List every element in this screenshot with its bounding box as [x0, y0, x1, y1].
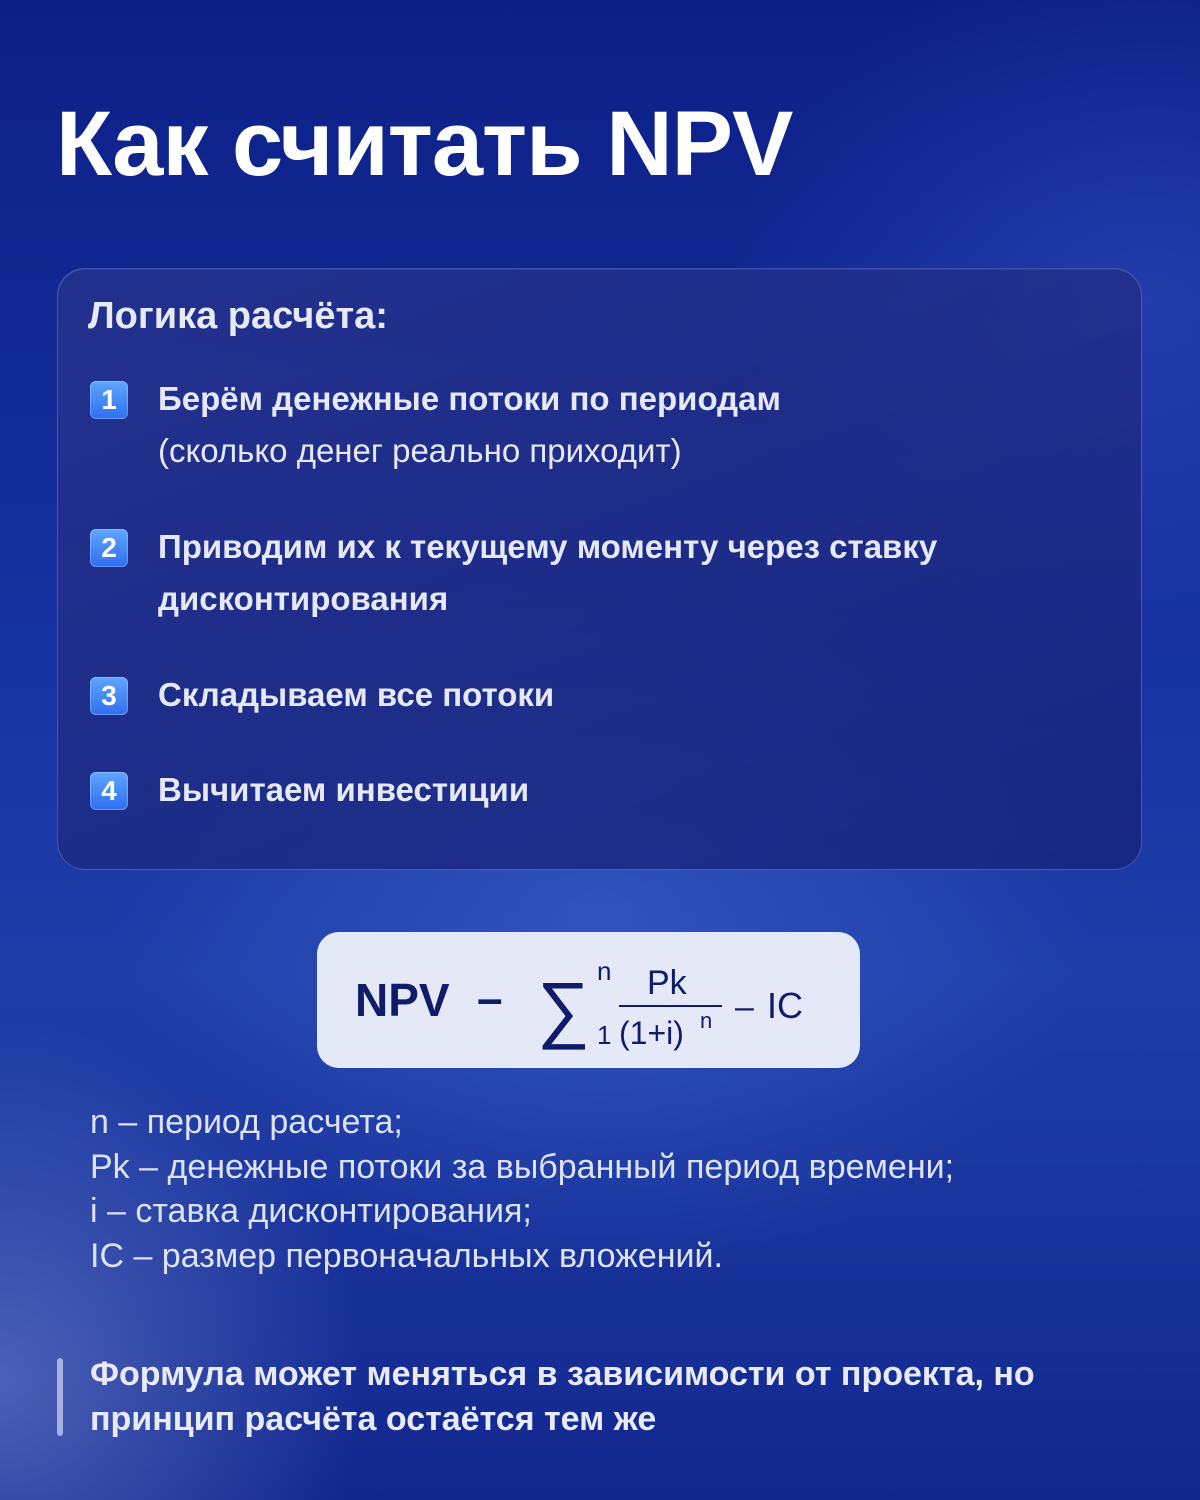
page-title: Как считать NPV: [56, 93, 793, 195]
legend-item-ic: IC – размер первоначальных вложений.: [90, 1236, 723, 1275]
legend-item-n: n – период расчета;: [90, 1103, 403, 1141]
card-heading: Логика расчёта:: [88, 295, 388, 337]
note-text: [90, 1352, 1180, 1442]
formula-upper-limit: n: [597, 956, 612, 986]
step-main-text: Берём денежные потоки по периодам: [158, 380, 781, 417]
legend-item-i: i – ставка дисконтирования;: [90, 1192, 532, 1230]
formula-denominator-exponent: n: [700, 1008, 713, 1033]
legend-item-pk: Pk – денежные потоки за выбранный период времени;: [90, 1147, 955, 1186]
npv-formula: [317, 932, 860, 1068]
calculation-logic-card: [57, 268, 1142, 870]
step-number-badge: 1: [90, 381, 128, 419]
formula-denominator: (1+i): [619, 1015, 684, 1051]
formula-ic: IC: [767, 985, 803, 1026]
formula-fraction-bar: [619, 1005, 722, 1007]
formula-numerator: Pk: [647, 964, 687, 1002]
step-sub-text: (сколько денег реально приходит): [158, 432, 682, 469]
step-number-badge: 3: [90, 677, 128, 715]
step-text: [158, 373, 781, 477]
formula-minus: –: [735, 988, 754, 1026]
formula-npv: NPV: [355, 974, 450, 1026]
step-number-badge: 2: [90, 529, 128, 567]
formula-sigma: ∑: [537, 967, 590, 1050]
step-text: [158, 764, 529, 816]
npv-formula-box: [317, 932, 860, 1068]
step-item-1: [90, 381, 781, 477]
note-line-2: принцип расчёта остаётся тем же: [90, 1400, 657, 1438]
step-text: [158, 521, 937, 625]
formula-equals: –: [477, 972, 503, 1024]
step-main-text: Приводим их к текущему моменту через ставку: [158, 528, 938, 565]
step-main-text-continued: дисконтирования: [158, 580, 449, 617]
step-main-text: Вычитаем инвестиции: [158, 771, 530, 808]
note-line-1: Формула может меняться в зависимости от проекта, но: [90, 1355, 1035, 1393]
step-main-text: Складываем все потоки: [158, 676, 555, 713]
note-accent-bar: [57, 1358, 63, 1436]
step-item-2: [90, 529, 937, 625]
formula-lower-limit: 1: [597, 1020, 612, 1050]
formula-legend: [90, 1100, 954, 1278]
step-number-badge: 4: [90, 772, 128, 810]
step-item-4: [90, 772, 529, 816]
step-text: [158, 669, 554, 721]
step-item-3: [90, 677, 554, 721]
